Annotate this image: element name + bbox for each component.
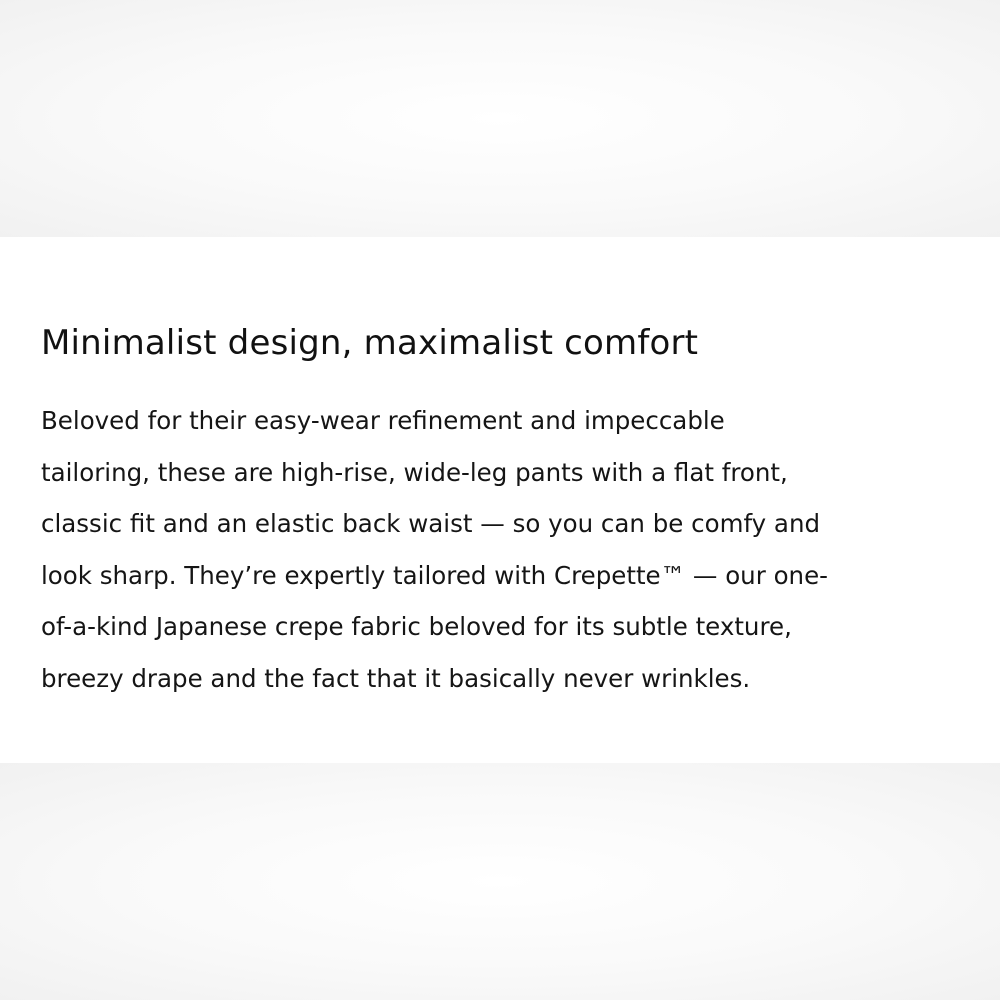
paragraph-line: classic fit and an elastic back waist — so you can be comfy and — [41, 509, 821, 538]
paragraph-line: tailoring, these are high-rise, wide-leg pants with a flat front, — [41, 457, 788, 487]
description-paragraph — [41, 395, 828, 704]
section-heading: Minimalist design, maximalist comfort — [41, 323, 699, 363]
bottom-background-band — [0, 763, 1000, 1000]
paragraph-line: breezy drape and the fact that it basically never wrinkles. — [41, 663, 751, 693]
paragraph-line: look sharp. They’re expertly tailored with Crepette™ — our one- — [41, 560, 829, 590]
paragraph-line: of-a-kind Japanese crepe fabric beloved for its subtle texture, — [41, 612, 792, 641]
description-card — [0, 237, 1000, 763]
paragraph-line: Beloved for their easy-wear refinement and impeccable — [41, 406, 725, 435]
top-background-band — [0, 0, 1000, 237]
